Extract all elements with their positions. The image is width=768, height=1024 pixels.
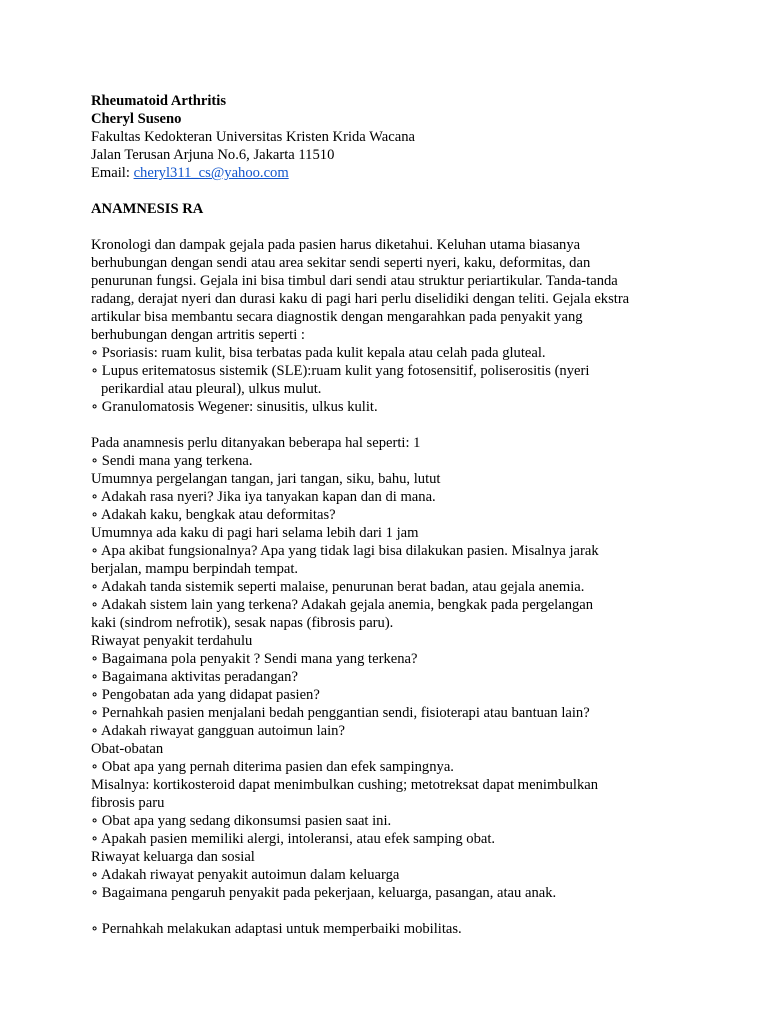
paragraph-line: berhubungan dengan sendi atau area sekitar sendi seperti nyeri, kaku, deformitas, dan (91, 255, 591, 271)
list-item: ∘ Bagaimana pola penyakit ? Sendi mana yang terkena? (91, 651, 418, 667)
list-item: ∘ Bagaimana pengaruh penyakit pada pekerjaan, keluarga, pasangan, atau anak. (91, 885, 557, 901)
list-item: ∘ Bagaimana aktivitas peradangan? (91, 669, 298, 685)
list-item: ∘ Pernahkah pasien menjalani bedah penggantian sendi, fisioterapi atau bantuan lain? (91, 705, 590, 721)
list-item: ∘ Adakah rasa nyeri? Jika iya tanyakan kapan dan di mana. (91, 489, 436, 505)
list-item: ∘ Apakah pasien memiliki alergi, intoleransi, atau efek samping obat. (91, 831, 496, 847)
list-item-continuation: perikardial atau pleural), ulkus mulut. (101, 381, 322, 397)
email-link[interactable]: cheryl311_cs@yahoo.com (133, 165, 289, 181)
list-item: ∘ Obat apa yang sedang dikonsumsi pasien saat ini. (91, 813, 392, 829)
list-item: ∘ Lupus eritematosus sistemik (SLE):ruam kulit yang fotosensitif, poliserositis (nyeri (91, 363, 590, 379)
paragraph-line: radang, derajat nyeri dan durasi kaku di pagi hari perlu diselidiki dengan teliti. Gejala ekstra (91, 291, 630, 307)
document-page (91, 92, 691, 938)
list-item: ∘ Obat apa yang pernah diterima pasien dan efek sampingnya. (91, 759, 454, 775)
list-item: ∘ Pengobatan ada yang didapat pasien? (91, 687, 320, 703)
list-item: berjalan, mampu berpindah tempat. (91, 561, 299, 577)
section-heading: ANAMNESIS RA (91, 201, 204, 217)
list-item: ∘ Sendi mana yang terkena. (91, 453, 253, 469)
list-item: ∘ Adakah riwayat penyakit autoimun dalam keluarga (91, 867, 400, 883)
list-item: ∘ Pernahkah melakukan adaptasi untuk memperbaiki mobilitas. (91, 921, 462, 937)
paragraph-line: Kronologi dan dampak gejala pada pasien harus diketahui. Keluhan utama biasanya (91, 237, 581, 253)
list-item: ∘ Adakah kaku, bengkak atau deformitas? (91, 507, 336, 523)
list-item: ∘ Adakah tanda sistemik seperti malaise, penurunan berat badan, atau gejala anemia. (91, 579, 585, 595)
list-item: Pada anamnesis perlu ditanyakan beberapa hal seperti: 1 (91, 435, 421, 451)
list-item: fibrosis paru (91, 795, 165, 811)
address: Jalan Terusan Arjuna No.6, Jakarta 11510 (91, 147, 335, 163)
list-item: ∘ Adakah sistem lain yang terkena? Adakah gejala anemia, bengkak pada pergelangan (91, 597, 594, 613)
list-item: ∘ Granulomatosis Wegener: sinusitis, ulkus kulit. (91, 399, 378, 415)
list-item: Misalnya: kortikosteroid dapat menimbulkan cushing; metotreksat dapat menimbulkan (91, 777, 599, 793)
author-name: Cheryl Suseno (91, 111, 182, 127)
list-item: Umumnya pergelangan tangan, jari tangan, siku, bahu, lutut (91, 471, 441, 487)
list-item: Riwayat penyakit terdahulu (91, 633, 253, 649)
paragraph-line: penurunan fungsi. Gejala ini bisa timbul dari sendi atau struktur periartikular. Tanda-tanda (91, 273, 618, 289)
email-label: Email: (91, 165, 134, 181)
list-item: Umumnya ada kaku di pagi hari selama lebih dari 1 jam (91, 525, 419, 541)
document-title: Rheumatoid Arthritis (91, 93, 226, 109)
paragraph-line: artikular bisa membantu secara diagnostik dengan mengarahkan pada penyakit yang (91, 309, 583, 325)
spacer (91, 902, 691, 920)
email-line (91, 164, 691, 182)
paragraph-line: berhubungan dengan artritis seperti : (91, 327, 305, 343)
list-item: ∘ Psoriasis: ruam kulit, bisa terbatas pada kulit kepala atau celah pada gluteal. (91, 345, 546, 361)
list-item: kaki (sindrom nefrotik), sesak napas (fibrosis paru). (91, 615, 394, 631)
spacer (91, 416, 691, 434)
spacer (91, 182, 691, 200)
list-item: Riwayat keluarga dan sosial (91, 849, 255, 865)
list-item: ∘ Apa akibat fungsionalnya? Apa yang tidak lagi bisa dilakukan pasien. Misalnya jarak (91, 543, 599, 559)
affiliation: Fakultas Kedokteran Universitas Kristen Krida Wacana (91, 129, 415, 145)
list-item: Obat-obatan (91, 741, 164, 757)
list-item: ∘ Adakah riwayat gangguan autoimun lain? (91, 723, 345, 739)
spacer (91, 218, 691, 236)
